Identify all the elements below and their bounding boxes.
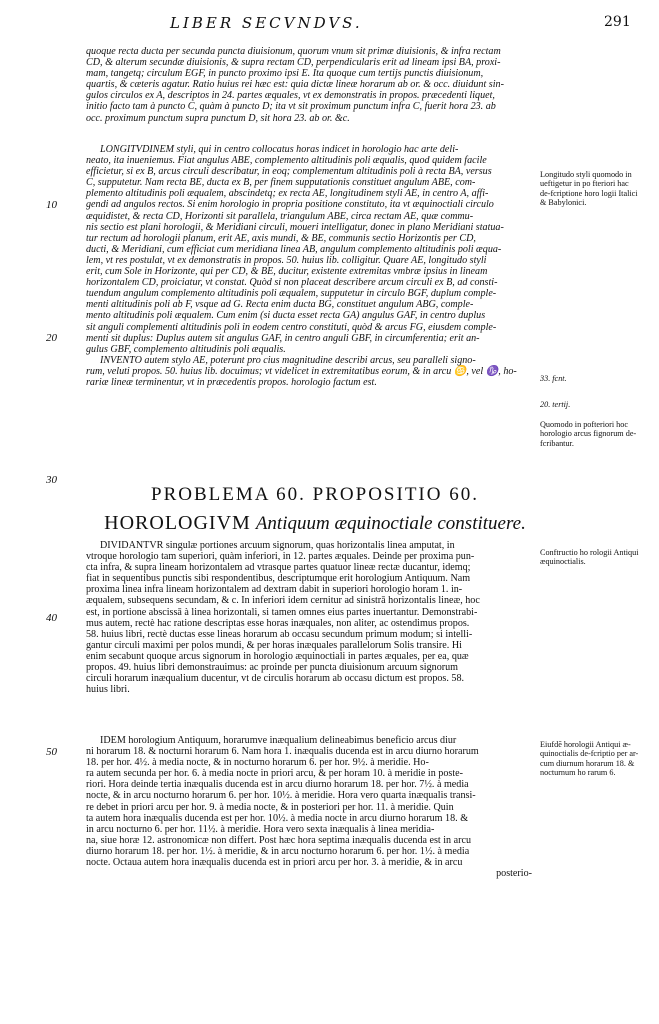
line-number-50: 50 <box>46 746 57 758</box>
section-4-text <box>86 735 532 879</box>
margin-note-diurnal-arc: Eiufdē horologii Antiqui æ-quinoctialis de-fcriptio per ar-cum diurnum horarum 18. & nocturnum ho rarum 6. <box>540 740 639 778</box>
text-line: quartis, & cæteris agatur. Ratio huius rei hæc est: quia dictæ lineæ horarum ab or. & occ. diuidunt sin- <box>86 79 504 91</box>
section-3-text <box>86 540 532 695</box>
text-line: propos. 49. huius libri demonstrauimus: ac proinde per puncta diuisionum arcuum signorum <box>86 662 459 674</box>
page-number: 291 <box>604 14 631 30</box>
text-line: gantur circuli maximi per polos mundi, & per horas inæquales parallelorum Solis transire. Hi <box>86 639 462 651</box>
proposition-title <box>80 512 550 535</box>
text-line: riori. Hora deinde tertia inæqualis ducenda est in arcu diurno horarum 18. per hor. 7½. à media <box>86 779 469 791</box>
text-line: est, in portione abscissā à linea horizontali, si tamen omnes eius partes inuertantur. Demonstrabi- <box>86 606 478 618</box>
text-line: rum, veluti propos. 50. huius lib. docuimus; vt videlicet in extremitatibus eorum, & in arcu ♋, vel ♑, ho- <box>86 365 517 377</box>
text-line: in arcu nocturno 6. per hor. 11½. à meridie. Hora vero sexta inæqualis à linea meridia- <box>86 823 435 835</box>
text-line: ta autem hora inæqualis ducenda est per hor. 10½. à media nocte in arcu diurno horarum 18. & <box>86 812 469 824</box>
text-line: nis sectio est plani horologii, & Meridiani circuli, moueri intelligatur, donec in plano Meridiani statua- <box>86 221 504 233</box>
text-line: æquidistet, & recta CD, Horizonti sit parallela, triangulum ABE, circa rectam AE, quæ commu- <box>86 210 474 222</box>
section-2-text <box>86 144 532 388</box>
text-line: gulos circulos ex A, descriptos in 24. partes æquales, vt ex demonstratis in propos. præcedenti liquet, <box>86 90 495 102</box>
text-line: occ. proximum punctum supra punctum D, sit hora 23. ab or. &c. <box>86 112 350 124</box>
text-line: tur rectum ad horologii planum, erit AE, axis mundi, & BE, communis sectio Horizontis per CD, <box>86 232 476 244</box>
text-line: 58. huius libri, rectè ductas esse lineas horarum ab occasu secundum primum modum; si intelli- <box>86 628 473 640</box>
text-line: vtroque horologio tam superiori, quàm inferiori, in 12. partes æquales. Deinde per proxima pun- <box>86 551 475 563</box>
text-line: erit, cum Sole in Horizonte, qui per CD, & BE, ducitur, existente extremitas vmbræ ipsius in lineam <box>86 266 488 278</box>
text-line: cta infra, & supra lineam horizontalem ad vtrasque partes quatuor lineæ rectæ ducantur, idemq; <box>86 562 471 574</box>
proposition-title-rest: Antiquum æquinoctiale constituere. <box>255 513 526 534</box>
text-line: fiat in sequentibus punctis sibi respondentibus, descriptumque erit horologium Antiquum. Nam <box>86 573 471 585</box>
text-line: enim secabunt quoque arcus signorum in horologio æquinoctiali in partes æquales, per ea, quæ <box>86 650 469 662</box>
text-line: mus autem, rectè hac ratione descriptas esse horas inæquales, non aliter, ac ostendimus propos. <box>86 617 470 629</box>
text-line: gendi ad angulos rectos. Si enim horologio in propria positione constituto, ita vt æquinoctiali circulo <box>86 199 494 211</box>
text-line: nocte, & in arcu nocturno horarum 6. per hor. 10½. à meridie. Hora vero quarta inæqualis transi- <box>86 790 476 802</box>
text-line: gulus GBF, complemento altitudinis poli æqualis. <box>86 343 286 355</box>
text-line: menti sit duplus: Duplus autem sit angulus GAF, in centro anguli GBF, in circumferentia; erit an- <box>86 332 480 344</box>
text-line: LONGITVDINEM styli, qui in centro collocatus horas indicet in horologio hac arte deli- <box>100 144 459 155</box>
text-line: circuli horarum inæqualium ducentur, vt de circulis horarum ab occasu dictum est propos. 58. <box>86 673 465 685</box>
text-line: initio facto tam à puncto C, quàm à puncto D; ita vt sit proximum punctum infra C, fuerit hora 23. ab <box>86 101 496 113</box>
line-number-30: 30 <box>46 474 57 486</box>
text-line: DIVIDANTVR singulæ portiones arcuum signorum, quas horizontalis linea amputat, in <box>100 540 455 551</box>
text-line: tuendum angulum complemento altitudinis poli æqualem, supputetur in circulo BGF, duplum comple- <box>86 288 497 300</box>
text-line: IDEM horologium Antiquum, horarumve inæqualium delineabimus beneficio arcus diur <box>100 735 457 746</box>
text-line: posterio- <box>496 868 532 880</box>
problem-heading: PROBLEMA 60. PROPOSITIO 60. <box>151 484 479 505</box>
margin-note-construction: Conftructio ho rologii Antiqui æquinoctialis. <box>540 548 639 567</box>
text-line: proxima linea infra lineam horizontalem ad dextram dabit in superiori horologio horam 1. in- <box>86 584 463 596</box>
text-line: ni horarum 18. & nocturni horarum 6. Nam hora 1. inæqualis ducenda est in arcu diurno horarum <box>86 746 479 758</box>
text-line: quoque recta ducta per secunda puncta diuisionum, quorum vnum sit primæ diuisionis, & infra rectam <box>86 46 501 57</box>
text-line: æqualem, subsequens secundam, & c. In inferiori idem cernitur ad sinistrā horizontalis lineæ, hoc <box>86 595 480 607</box>
text-line: huius libri. <box>86 684 130 696</box>
line-number-20: 20 <box>46 332 57 344</box>
line-number-40: 40 <box>46 612 57 624</box>
text-line: CD, & alterum secundæ diuisionis, & supra rectam CD, perpendicularis erit ad lineam ipsi BA, proxi- <box>86 57 501 69</box>
text-line: mam, tangetq; circulum EGF, in puncto proximo ipsi E. Ita quoque cum tertijs punctis diuisionum, <box>86 68 484 80</box>
section-1-text <box>86 46 532 124</box>
text-line: C, supputetur. Nam recta BE, ducta ex B, per finem supputationis constituet angulum ABE, com- <box>86 177 476 189</box>
text-line: re debet in priori arcu per hor. 9. à media nocte, & in posteriori per hor. 11. à meridie. Quin <box>86 801 454 813</box>
text-line: horizontalem CD, proiciatur, vt constat. Quòd si non placeat describere arcum circuli ex B, ad consti- <box>86 277 498 289</box>
margin-note-arcs-signs: Quomodo in pofteriori hoc horologio arcus fignorum de-fcribantur. <box>540 420 637 448</box>
margin-note-stylus-length: Longitudo styli quomodo in ueftigetur in po fteriori hac de-fcriptione horo logii Italici & Babylonici. <box>540 170 638 208</box>
text-line: ra autem secunda per hor. 6. à media nocte in priori arcu, & per horam 10. à meridie in poste- <box>86 768 463 780</box>
margin-note-citation-20: 20. tertij. <box>540 400 571 409</box>
text-line: efficietur, si ex B, arcus circuli describatur, in eoq; complementum altitudinis poli à recta BA, versus <box>86 166 492 178</box>
text-line: 18. per hor. 4½. à media nocte, & in nocturno horarum 6. per hor. 9½. à meridie. Ho- <box>86 757 429 769</box>
text-line: na, siue horæ 12. astronomicæ non differt. Post hæc hora septima inæqualis ducenda est in arcu <box>86 834 471 846</box>
line-number-10: 10 <box>46 199 57 211</box>
text-line: neato, ita inueniemus. Fiat angulus ABE, complemento altitudinis poli æqualis, quod quidem facile <box>86 155 487 167</box>
text-line: INVENTO autem stylo AE, poterunt pro cius magnitudine describi arcus, seu paralleli signo- <box>100 354 476 366</box>
margin-note-citation-33: 33. fcnt. <box>540 374 567 383</box>
text-line: ducti, & Meridiani, cum efficiat cum meridiana linea AB, angulum complemento altitudinis poli æqua- <box>86 243 502 255</box>
text-line: lem, vt res postulat, vt ex demonstratis in propos. 50. huius lib. colligitur. Quare AE, longitudo styli <box>86 254 487 266</box>
text-line: diurno horarum 18. per hor. 1½. à meridie, & in arcu nocturno horarum 6. per hor. 1½. à media <box>86 845 470 857</box>
text-line: plemento altitudinis poli æqualem, abscindetq; ex recta AE, longitudinem styli AE, in centro A, affi- <box>86 188 489 200</box>
text-line: mento altitudinis poli æqualem. Cum enim (si ducta esset recta GA) angulus GAF, in centro duplus <box>86 310 486 322</box>
text-line: nocte. Octaua autem hora inæqualis ducenda est in priori arcu per hor. 3. à meridie, & in arcu <box>86 857 463 869</box>
running-title: LIBER SECVNDVS. <box>170 14 363 32</box>
proposition-title-main: HOROLOGIVM <box>104 512 251 534</box>
text-line: rariæ lineæ terminentur, vt in præcedentis propos. horologio factum est. <box>86 376 377 388</box>
text-line: menti altitudinis poli ab F, vsque ad G. Recta enim ducta BG, constituet angulum ABG, comple- <box>86 299 474 311</box>
text-line: sit anguli complementi altitudinis poli in eodem centro constituti, quòd & arcus FG, eiusdem comple- <box>86 321 497 333</box>
